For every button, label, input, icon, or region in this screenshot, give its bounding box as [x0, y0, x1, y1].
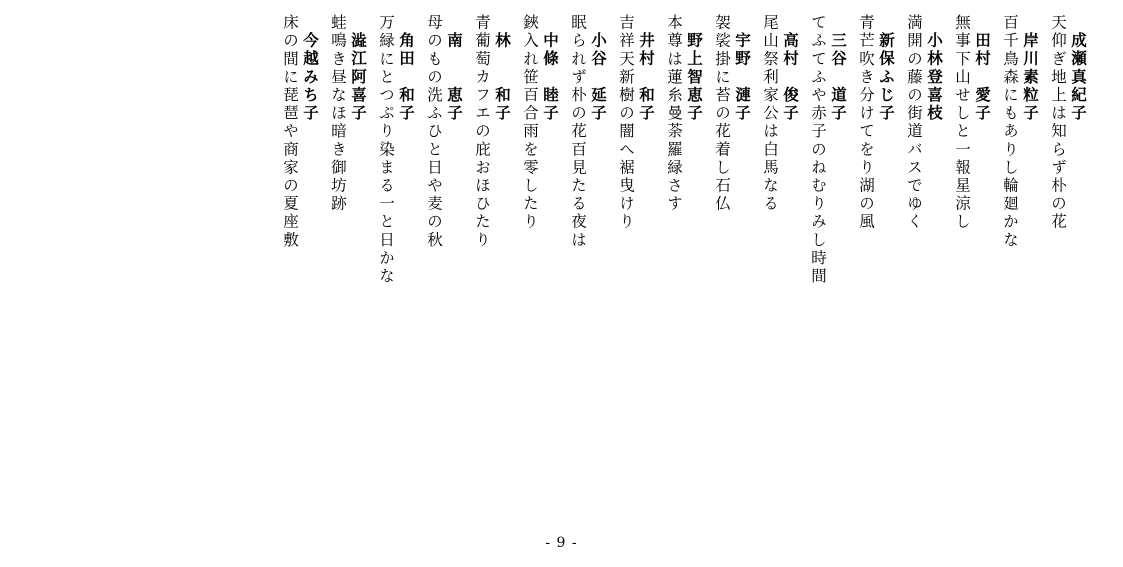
- author-name: 三谷 道子: [829, 32, 848, 123]
- haiku-entry: [953, 14, 991, 231]
- haiku-text: 百千鳥森にもありし輪廻かな: [1001, 14, 1019, 250]
- haiku-text: 鋏入れ笹百合雨を零したり: [521, 14, 539, 232]
- haiku-entry: [761, 14, 799, 213]
- haiku-entry: [1049, 14, 1087, 231]
- haiku-text: 床の間に琵琶や商家の夏座敷: [281, 14, 299, 250]
- author-name: 南 恵子: [445, 32, 464, 123]
- author-name: 新保ふじ子: [877, 32, 896, 123]
- author-name: 宇野 漣子: [733, 32, 752, 123]
- haiku-text: 青芒吹き分けてをり湖の風: [857, 14, 875, 232]
- author-name: 林 和子: [493, 32, 512, 123]
- haiku-entry: [665, 14, 703, 213]
- author-name: 小林登喜枝: [925, 32, 944, 123]
- author-name: 澁江阿喜子: [349, 32, 368, 123]
- haiku-entry: [569, 14, 607, 249]
- haiku-list: [281, 14, 1087, 504]
- haiku-text: てふてふや赤子のねむりみし時間: [809, 14, 827, 286]
- haiku-text: 眠られず朴の花百見たる夜は: [569, 14, 587, 250]
- author-name: 野上智恵子: [685, 32, 704, 123]
- author-name: 今越みち子: [301, 32, 320, 123]
- author-name: 岸川素粒子: [1021, 32, 1040, 123]
- haiku-entry: [713, 14, 751, 213]
- haiku-text: 吉祥天新樹の闇へ裾曳けり: [617, 14, 635, 232]
- haiku-text: 袈裟掛に苔の花着し石仏: [713, 14, 731, 214]
- haiku-text: 万緑にとつぷり染まる一と日かな: [377, 14, 395, 286]
- author-name: 高村 俊子: [781, 32, 800, 123]
- haiku-entry: [377, 14, 415, 286]
- author-name: 小谷 延子: [589, 32, 608, 123]
- haiku-entry: [281, 14, 319, 249]
- haiku-text: 尾山祭利家公は白馬なる: [761, 14, 779, 214]
- haiku-entry: [1001, 14, 1039, 249]
- haiku-text: 満開の藤の街道バスでゆく: [905, 14, 923, 232]
- haiku-entry: [425, 14, 463, 249]
- haiku-text: 天仰ぎ地上は知らず朴の花: [1049, 14, 1067, 232]
- haiku-entry: [521, 14, 559, 231]
- author-name: 田村 愛子: [973, 32, 992, 123]
- haiku-text: 青葡萄カフエの庇おほひたり: [473, 14, 491, 250]
- haiku-text: 蛙鳴き昼なほ暗き御坊跡: [329, 14, 347, 214]
- page-number: - 9 -: [545, 535, 578, 551]
- haiku-entry: [329, 14, 367, 213]
- haiku-text: 本尊は蓮糸曼荼羅緑さす: [665, 14, 683, 214]
- author-name: 井村 和子: [637, 32, 656, 123]
- author-name: 中條 睦子: [541, 32, 560, 123]
- haiku-entry: [473, 14, 511, 249]
- haiku-text: 無事下山せしと一報星涼し: [953, 14, 971, 232]
- author-name: 角田 和子: [397, 32, 416, 123]
- haiku-entry: [617, 14, 655, 231]
- haiku-entry: [857, 14, 895, 231]
- haiku-entry: [809, 14, 847, 286]
- haiku-entry: [905, 14, 943, 231]
- author-name: 成瀬真紀子: [1069, 32, 1088, 123]
- haiku-text: 母のもの洗ふひと日や麦の秋: [425, 14, 443, 250]
